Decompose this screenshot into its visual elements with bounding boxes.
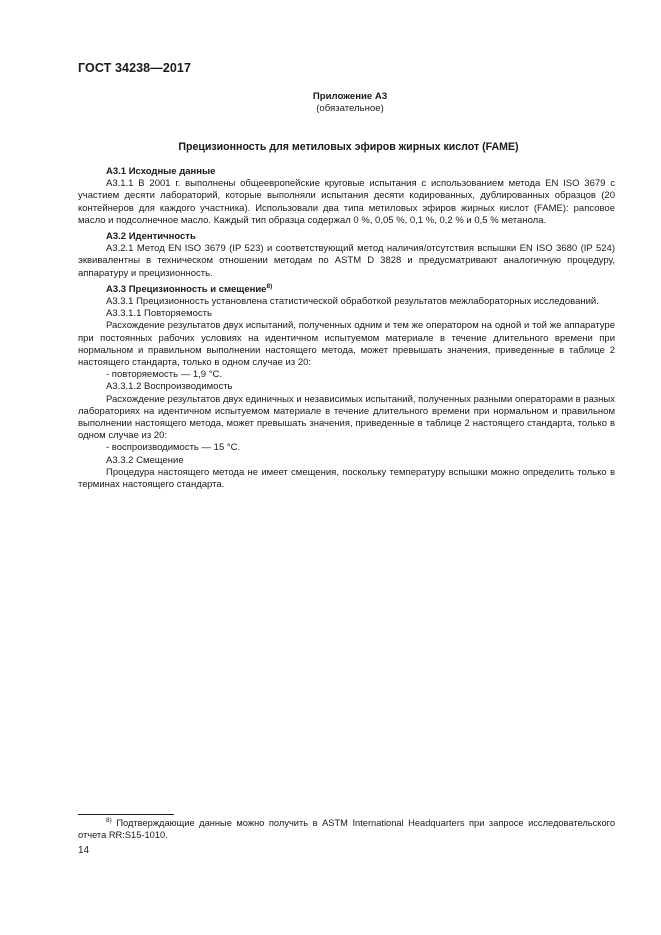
subheading-a3311: А3.3.1.1 Повторяемость (106, 308, 212, 320)
paragraph-a3312: Расхождение результатов двух единичных и независимых испытаний, полученных разными операторами в разных лабораториях на идентичном испытуемом материале в течение длительного времени при нормальном и правильном выполнении настоящего метода, может превышать значения, приведенные в таблице 2 настоящего стандарта, только в одном случае из 20: (78, 393, 615, 442)
paragraph-a321: А3.2.1 Метод EN ISO 3679 (IP 523) и соответствующий метод наличия/отсутствия вспышки EN ISO 3680 (IP 524) эквивалентны в техническом отношении методам по ASTM D 3828 и предусматривают аналогичную процедуру, аппаратуру и прецизионность. (78, 243, 615, 279)
section-heading-a33 (78, 284, 615, 296)
paragraph-a331: А3.3.1 Прецизионность установлена статистической обработкой результатов межлабораторных исследований. (106, 296, 599, 308)
paragraph-a311: А3.1.1 В 2001 г. выполнены общеевропейские круговые испытания с использованием метода EN ISO 3679 с участием десяти лабораторий, которые выполняли испытания десяти кодированных, дублированных образцов (20 контейнеров для каждого участника). Использовали два типа метиловых эфиров жирных кислот (FAME): рапсовое масло и подсолнечное масло. Каждый тип образца содержал 0 %, 0,05 %, 0,1 %, 0,2 % и 0,5 % метанола. (78, 178, 615, 226)
footnote-reference[interactable]: 8) (266, 282, 273, 290)
section-heading-a31: А3.1 Исходные данные (106, 166, 216, 177)
value-reproducibility: - воспроизводимость — 15 °С. (106, 442, 241, 454)
annex-status: (обязательное) (316, 103, 384, 114)
footnote-divider (78, 814, 174, 815)
subheading-a332: А3.3.2 Смещение (106, 454, 184, 466)
footnote-text: Подтверждающие данные можно получить в ASTM International Headquarters при запросе исследовательского отчета RR:S15-1010. (78, 818, 615, 840)
subheading-a3312: А3.3.1.2 Воспроизводимость (106, 381, 233, 393)
page-number: 14 (78, 845, 90, 856)
footnote-marker: 8) (106, 817, 112, 824)
footnote (78, 817, 615, 841)
annex-heading (290, 91, 410, 115)
value-repeatability: - повторяемость — 1,9 °С. (106, 369, 222, 381)
page-title: Прецизионность для метиловых эфиров жирных кислот (FAME) (178, 141, 519, 153)
paragraph-a3311: Расхождение результатов двух испытаний, полученных одним и тем же оператором на одной и той же аппаратуре при постоянных рабочих условиях на идентичном испытуемом материале в течение длительного времени при нормальном и правильном выполнении настоящего метода, может превышать значения, приведенные в таблице 2 настоящего стандарта, только в одном случае из 20: (78, 320, 615, 369)
document-body (78, 166, 615, 491)
section-heading-a33-text: А3.3 Прецизионность и смещение (106, 283, 267, 295)
document-code: ГОСТ 34238—2017 (78, 61, 192, 75)
paragraph-a332: Процедура настоящего метода не имеет смещения, поскольку температуру вспышки можно определить только в терминах настоящего стандарта. (78, 466, 615, 491)
section-heading-a32: А3.2 Идентичность (106, 231, 196, 243)
annex-title: Приложение А3 (312, 91, 388, 102)
